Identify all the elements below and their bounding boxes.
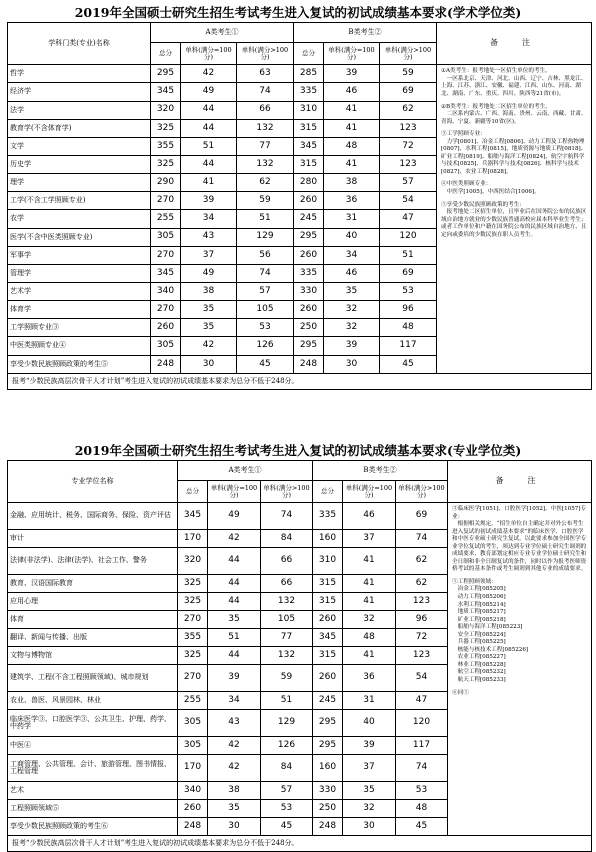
cell-b-total: 280 <box>294 174 324 192</box>
cell-a-total: 170 <box>178 530 208 548</box>
cell-a-total: 325 <box>151 156 181 174</box>
cell-b-s2: 48 <box>380 319 437 337</box>
cell-a-s2: 59 <box>261 665 313 692</box>
cell-a-total: 340 <box>178 782 208 800</box>
cell-a-s2: 77 <box>261 629 313 647</box>
cell-a-s2: 132 <box>237 156 294 174</box>
header-category: 学科门类(专业)名称 <box>8 23 151 65</box>
cell-b-s1: 41 <box>324 156 380 174</box>
row-name: 翻译、新闻与传播、出版 <box>8 629 178 647</box>
cell-a-s2: 53 <box>237 319 294 337</box>
cell-b-s1: 41 <box>343 593 396 611</box>
cell-b-s2: 123 <box>380 119 437 137</box>
remark-note: ⑤享受少数民族照顾政策的考生： 报考地处二区招生单位，且毕业后在国务院公布的民族区域自治地方就业的少数民族普通高校应届本科毕业生考生；或者工作单位和户籍在国务院公布的民族区域自治地方，且定向或委培的少数民族在职人员考生。 <box>441 201 587 238</box>
cell-a-s1: 49 <box>208 503 261 530</box>
cell-a-s2: 126 <box>237 337 294 355</box>
cell-a-s2: 51 <box>237 210 294 228</box>
cell-b-s1: 35 <box>343 782 396 800</box>
header-a-single-over100: 单科(满分>100分) <box>261 481 313 503</box>
header-a-total: 总分 <box>151 43 181 65</box>
remark-note: ③临床医学[1051]、口腔医学[1052]、中医[1057]专业： 根据相关规定，“招生单位自主确定并对外公布考生进入复试的初试成绩基本要求”的临床医学、口腔医学和中医专业硕士研究生复试。以此要求参加全国医学专业学位复试的考生，须达到专业学位硕士研究生调剂的成绩要求，教育部划定相应专业专业学位硕士研究生和全日制和非全日制复试的条件，同时以作为报考医师资格考试的基本条件或考生调剂到其他专业的成绩要求。 <box>452 506 587 573</box>
row-name: 法学 <box>8 101 151 119</box>
cell-a-total: 260 <box>151 319 181 337</box>
cell-a-s1: 38 <box>181 283 237 301</box>
cell-b-s2: 54 <box>396 665 448 692</box>
cell-b-s1: 41 <box>324 119 380 137</box>
cell-a-s1: 43 <box>208 710 261 737</box>
cell-a-total: 305 <box>151 337 181 355</box>
cell-b-s2: 96 <box>396 611 448 629</box>
cell-b-total: 335 <box>313 503 343 530</box>
cell-a-total: 290 <box>151 174 181 192</box>
cell-b-s2: 47 <box>396 692 448 710</box>
row-name: 金融、应用统计、税务、国际商务、保险、资产评估 <box>8 503 178 530</box>
cell-a-s2: 45 <box>261 818 313 836</box>
cell-b-s2: 69 <box>380 83 437 101</box>
cell-b-total: 260 <box>313 611 343 629</box>
cell-b-s2: 47 <box>380 210 437 228</box>
cell-b-total: 335 <box>294 264 324 282</box>
row-name: 中医④ <box>8 737 178 755</box>
remarks-notes <box>448 503 592 836</box>
cell-b-s1: 46 <box>343 503 396 530</box>
cell-b-s2: 62 <box>396 548 448 575</box>
cell-a-s2: 132 <box>237 119 294 137</box>
cell-a-s1: 42 <box>208 530 261 548</box>
cell-b-s1: 31 <box>343 692 396 710</box>
row-name: 享受少数民族照顾政策的考生⑥ <box>8 818 178 836</box>
cell-b-total: 250 <box>313 800 343 818</box>
cell-a-total: 325 <box>178 575 208 593</box>
cell-b-total: 260 <box>313 665 343 692</box>
remark-note: ⑤工程照顾领域： 冶金工程[085205] 动力工程[085206] 水利工程[085214] 地质工程[085217] 矿业工程[085218] 船舶与海洋工程[085223] 安全工程[085224] 兵器工程[085225] 核能与核技术工程[085226] 农业工程[085227] 林业工程[085228] 航空工程[085232] 航天工程[085233] <box>452 578 529 684</box>
remark-note: ④中医类照顾专业： 中医学[1005]、中西医结合[1006]。 <box>441 181 540 195</box>
cell-b-s1: 39 <box>343 737 396 755</box>
cell-a-s2: 129 <box>261 710 313 737</box>
cell-a-total: 270 <box>151 192 181 210</box>
header-b-single100: 单科(满分=100分) <box>324 43 380 65</box>
academic-title: 2019年全国硕士研究生招生考试考生进入复试的初试成绩基本要求(学术学位类) <box>74 5 522 20</box>
row-name: 应用心理 <box>8 593 178 611</box>
remark-note: ①A类考生：报考地处一区招生单位的考生。 一区系北京、天津、河北、山西、辽宁、吉林、黑龙江、上海、江苏、浙江、安徽、福建、江西、山东、河南、湖北、湖南、广东、重庆、四川、陕西等21省(市)。 <box>441 68 587 97</box>
cell-a-s1: 35 <box>208 611 261 629</box>
remark-note: ②B类考生：报考地处二区招生单位的考生。 二区系内蒙古、广西、海南、贵州、云南、西藏、甘肃、青海、宁夏、新疆等10省(区)。 <box>441 103 587 125</box>
cell-a-total: 320 <box>151 101 181 119</box>
cell-a-s1: 49 <box>181 264 237 282</box>
cell-b-total: 345 <box>294 137 324 155</box>
cell-a-total: 270 <box>151 301 181 319</box>
header-remarks: 备 注 <box>448 461 592 503</box>
cell-a-s1: 30 <box>181 355 237 373</box>
header-a-single100: 单科(满分=100分) <box>181 43 237 65</box>
header-class-b: B类考生② <box>294 23 437 43</box>
cell-b-s1: 37 <box>343 755 396 782</box>
row-name: 工商管理、公共管理、会计、旅游管理、图书情报、工程管理 <box>8 755 178 782</box>
cell-a-s1: 44 <box>181 156 237 174</box>
cell-a-s2: 126 <box>261 737 313 755</box>
row-name: 艺术学 <box>8 283 151 301</box>
cell-b-total: 245 <box>294 210 324 228</box>
cell-a-s1: 34 <box>181 210 237 228</box>
cell-a-s1: 42 <box>181 65 237 83</box>
row-name: 教育、汉语国际教育 <box>8 575 178 593</box>
cell-a-total: 340 <box>151 283 181 301</box>
header-b-total: 总分 <box>294 43 324 65</box>
cell-b-s1: 34 <box>324 246 380 264</box>
cell-a-s1: 44 <box>208 647 261 665</box>
cell-a-total: 355 <box>151 137 181 155</box>
cell-b-s2: 51 <box>380 246 437 264</box>
cell-b-s2: 72 <box>396 629 448 647</box>
cell-a-total: 255 <box>178 692 208 710</box>
cell-a-total: 270 <box>151 246 181 264</box>
cell-b-s1: 37 <box>343 530 396 548</box>
cell-a-s2: 59 <box>237 192 294 210</box>
cell-b-s1: 41 <box>343 575 396 593</box>
cell-a-s1: 39 <box>208 665 261 692</box>
cell-b-s1: 32 <box>324 301 380 319</box>
cell-a-s2: 74 <box>237 264 294 282</box>
cell-a-s1: 30 <box>208 818 261 836</box>
cell-b-total: 330 <box>294 283 324 301</box>
cell-b-s2: 120 <box>396 710 448 737</box>
cell-b-s1: 46 <box>324 83 380 101</box>
cell-b-total: 310 <box>313 548 343 575</box>
row-name: 工程照顾领域⑤ <box>8 800 178 818</box>
cell-b-s1: 41 <box>343 647 396 665</box>
cell-b-total: 315 <box>313 593 343 611</box>
cell-a-s2: 84 <box>261 530 313 548</box>
header-class-b: B类考生② <box>313 461 448 481</box>
cell-a-total: 305 <box>151 228 181 246</box>
cell-b-total: 315 <box>313 647 343 665</box>
cell-b-s1: 41 <box>324 101 380 119</box>
cell-b-s2: 48 <box>396 800 448 818</box>
header-b-single-over100: 单科(满分>100分) <box>396 481 448 503</box>
cell-b-s1: 35 <box>324 283 380 301</box>
cell-b-s1: 31 <box>324 210 380 228</box>
cell-b-s1: 48 <box>343 629 396 647</box>
cell-a-total: 248 <box>151 355 181 373</box>
cell-a-s2: 105 <box>237 301 294 319</box>
cell-b-s1: 32 <box>343 800 396 818</box>
professional-table <box>7 460 592 852</box>
cell-a-total: 345 <box>178 503 208 530</box>
cell-b-s1: 32 <box>343 611 396 629</box>
cell-b-total: 285 <box>294 65 324 83</box>
cell-b-total: 260 <box>294 192 324 210</box>
cell-a-s2: 129 <box>237 228 294 246</box>
cell-a-total: 255 <box>151 210 181 228</box>
table-row <box>8 65 592 83</box>
cell-a-s1: 35 <box>181 319 237 337</box>
cell-b-total: 245 <box>313 692 343 710</box>
cell-a-s2: 62 <box>237 174 294 192</box>
cell-b-s2: 74 <box>396 530 448 548</box>
remark-note: ⑥同⑤ <box>452 689 469 696</box>
cell-b-total: 295 <box>313 710 343 737</box>
cell-b-total: 160 <box>313 530 343 548</box>
cell-b-s1: 38 <box>324 174 380 192</box>
cell-a-s1: 39 <box>181 192 237 210</box>
row-name: 农业、兽医、风景园林、林业 <box>8 692 178 710</box>
cell-a-s2: 77 <box>237 137 294 155</box>
cell-b-s2: 123 <box>380 156 437 174</box>
header-class-a: A类考生① <box>178 461 313 481</box>
cell-b-s1: 39 <box>324 65 380 83</box>
cell-a-s1: 42 <box>208 737 261 755</box>
cell-b-s1: 40 <box>324 228 380 246</box>
cell-a-s2: 84 <box>261 755 313 782</box>
cell-a-total: 320 <box>178 548 208 575</box>
row-name: 农学 <box>8 210 151 228</box>
cell-b-s2: 45 <box>396 818 448 836</box>
cell-a-s2: 74 <box>261 503 313 530</box>
cell-a-total: 325 <box>178 647 208 665</box>
row-name: 建筑学、工程(不含工程照顾领域)、城市规划 <box>8 665 178 692</box>
cell-a-s2: 56 <box>237 246 294 264</box>
cell-a-s2: 66 <box>261 575 313 593</box>
cell-a-s1: 37 <box>181 246 237 264</box>
cell-b-s1: 32 <box>324 319 380 337</box>
cell-a-s2: 57 <box>261 782 313 800</box>
cell-b-s2: 53 <box>380 283 437 301</box>
row-name: 审计 <box>8 530 178 548</box>
cell-b-total: 315 <box>313 575 343 593</box>
cell-b-s2: 123 <box>396 647 448 665</box>
cell-a-s2: 132 <box>261 593 313 611</box>
cell-b-s2: 123 <box>396 593 448 611</box>
cell-b-total: 345 <box>313 629 343 647</box>
cell-b-s2: 96 <box>380 301 437 319</box>
cell-a-total: 248 <box>178 818 208 836</box>
row-name: 军事学 <box>8 246 151 264</box>
cell-a-s1: 42 <box>181 337 237 355</box>
cell-b-total: 335 <box>294 83 324 101</box>
cell-b-s1: 40 <box>343 710 396 737</box>
cell-b-s2: 53 <box>396 782 448 800</box>
cell-a-total: 325 <box>151 119 181 137</box>
row-name: 哲学 <box>8 65 151 83</box>
cell-a-total: 355 <box>178 629 208 647</box>
cell-b-total: 295 <box>294 337 324 355</box>
cell-b-total: 250 <box>294 319 324 337</box>
cell-a-total: 295 <box>151 65 181 83</box>
cell-a-s1: 44 <box>181 119 237 137</box>
header-b-single-over100: 单科(满分>100分) <box>380 43 437 65</box>
cell-b-s1: 48 <box>324 137 380 155</box>
cell-b-s2: 117 <box>396 737 448 755</box>
cell-b-total: 315 <box>294 119 324 137</box>
header-b-single100: 单科(满分=100分) <box>343 481 396 503</box>
cell-a-total: 260 <box>178 800 208 818</box>
cell-b-s2: 54 <box>380 192 437 210</box>
cell-a-s1: 44 <box>208 575 261 593</box>
academic-table <box>7 22 592 390</box>
cell-b-s2: 74 <box>396 755 448 782</box>
cell-a-s2: 57 <box>237 283 294 301</box>
professional-footer: 报考“少数民族高层次骨干人才计划”考生进入复试的初试成绩基本要求为总分不低于248分。 <box>8 836 592 852</box>
cell-a-s2: 51 <box>261 692 313 710</box>
cell-a-total: 170 <box>178 755 208 782</box>
header-b-total: 总分 <box>313 481 343 503</box>
professional-title: 2019年全国硕士研究生招生考试考生进入复试的初试成绩基本要求(专业学位类) <box>74 443 522 458</box>
cell-b-s2: 120 <box>380 228 437 246</box>
cell-a-s1: 51 <box>208 629 261 647</box>
cell-b-total: 315 <box>294 156 324 174</box>
cell-a-s1: 51 <box>181 137 237 155</box>
cell-b-s2: 69 <box>396 503 448 530</box>
cell-a-s2: 74 <box>237 83 294 101</box>
cell-a-total: 345 <box>151 264 181 282</box>
cell-a-total: 270 <box>178 611 208 629</box>
cell-a-total: 305 <box>178 710 208 737</box>
row-name: 享受少数民族照顾政策的考生⑤ <box>8 355 151 373</box>
cell-a-s2: 63 <box>237 65 294 83</box>
cell-a-s1: 49 <box>181 83 237 101</box>
cell-b-total: 295 <box>313 737 343 755</box>
row-name: 工学(不含工学照顾专业) <box>8 192 151 210</box>
row-name: 历史学 <box>8 156 151 174</box>
table-row <box>8 503 592 530</box>
cell-a-s1: 42 <box>208 755 261 782</box>
header-class-a: A类考生① <box>151 23 294 43</box>
cell-a-s1: 35 <box>181 301 237 319</box>
cell-b-total: 260 <box>294 301 324 319</box>
row-name: 体育学 <box>8 301 151 319</box>
cell-b-s1: 30 <box>343 818 396 836</box>
row-name: 体育 <box>8 611 178 629</box>
cell-a-s2: 45 <box>237 355 294 373</box>
cell-b-s2: 45 <box>380 355 437 373</box>
cell-b-s2: 57 <box>380 174 437 192</box>
cell-a-s2: 105 <box>261 611 313 629</box>
cell-a-s1: 44 <box>181 101 237 119</box>
cell-a-total: 325 <box>178 593 208 611</box>
cell-a-s2: 66 <box>237 101 294 119</box>
cell-b-total: 330 <box>313 782 343 800</box>
cell-a-s1: 34 <box>208 692 261 710</box>
row-name: 中医类照顾专业④ <box>8 337 151 355</box>
remark-note: ③工学照顾专业： 力学[0801]、冶金工程[0806]、动力工程及工程热物理[0807]、水利工程[0815]、地质资源与地质工程[0818]、矿业工程[0819]、船舶与海洋工程[0824]、航空宇航科学与技术[0825]、兵器科学与技术[0826]、核科学与技术[0827]、农业工程[0828]。 <box>441 131 587 175</box>
cell-a-s1: 43 <box>181 228 237 246</box>
cell-a-s1: 35 <box>208 800 261 818</box>
cell-a-s1: 38 <box>208 782 261 800</box>
cell-b-s1: 36 <box>343 665 396 692</box>
row-name: 经济学 <box>8 83 151 101</box>
cell-b-s2: 62 <box>380 101 437 119</box>
cell-b-s2: 59 <box>380 65 437 83</box>
cell-b-total: 310 <box>294 101 324 119</box>
header-remarks: 备 注 <box>437 23 592 65</box>
remarks-notes <box>437 65 592 374</box>
header-a-single100: 单科(满分=100分) <box>208 481 261 503</box>
academic-footer: 报考“少数民族高层次骨干人才计划”考生进入复试的初试成绩基本要求为总分不低于248分。 <box>8 373 592 389</box>
cell-a-s2: 53 <box>261 800 313 818</box>
cell-a-s1: 44 <box>208 593 261 611</box>
cell-b-s1: 39 <box>324 337 380 355</box>
header-a-single-over100: 单科(满分>100分) <box>237 43 294 65</box>
cell-a-total: 345 <box>151 83 181 101</box>
cell-b-total: 295 <box>294 228 324 246</box>
cell-b-total: 260 <box>294 246 324 264</box>
cell-b-s2: 69 <box>380 264 437 282</box>
row-name: 文物与博物馆 <box>8 647 178 665</box>
cell-b-total: 248 <box>313 818 343 836</box>
row-name: 艺术 <box>8 782 178 800</box>
row-name: 临床医学③、口腔医学③、公共卫生、护理、药学、中药学 <box>8 710 178 737</box>
row-name: 工学照顾专业③ <box>8 319 151 337</box>
row-name: 管理学 <box>8 264 151 282</box>
row-name: 教育学(不含体育学) <box>8 119 151 137</box>
cell-a-s1: 44 <box>208 548 261 575</box>
cell-b-s2: 117 <box>380 337 437 355</box>
cell-a-total: 305 <box>178 737 208 755</box>
cell-b-s2: 72 <box>380 137 437 155</box>
header-a-total: 总分 <box>178 481 208 503</box>
row-name: 法律(非法学)、法律(法学)、社会工作、警务 <box>8 548 178 575</box>
cell-a-s1: 41 <box>181 174 237 192</box>
row-name: 文学 <box>8 137 151 155</box>
cell-b-s2: 62 <box>396 575 448 593</box>
cell-b-s1: 41 <box>343 548 396 575</box>
cell-b-s1: 36 <box>324 192 380 210</box>
cell-a-s2: 66 <box>261 548 313 575</box>
cell-b-s1: 46 <box>324 264 380 282</box>
row-name: 医学(不含中医类照顾专业) <box>8 228 151 246</box>
header-category: 专业学位名称 <box>8 461 178 503</box>
cell-a-s2: 132 <box>261 647 313 665</box>
cell-b-total: 248 <box>294 355 324 373</box>
cell-b-total: 160 <box>313 755 343 782</box>
cell-a-total: 270 <box>178 665 208 692</box>
cell-b-s1: 30 <box>324 355 380 373</box>
row-name: 理学 <box>8 174 151 192</box>
